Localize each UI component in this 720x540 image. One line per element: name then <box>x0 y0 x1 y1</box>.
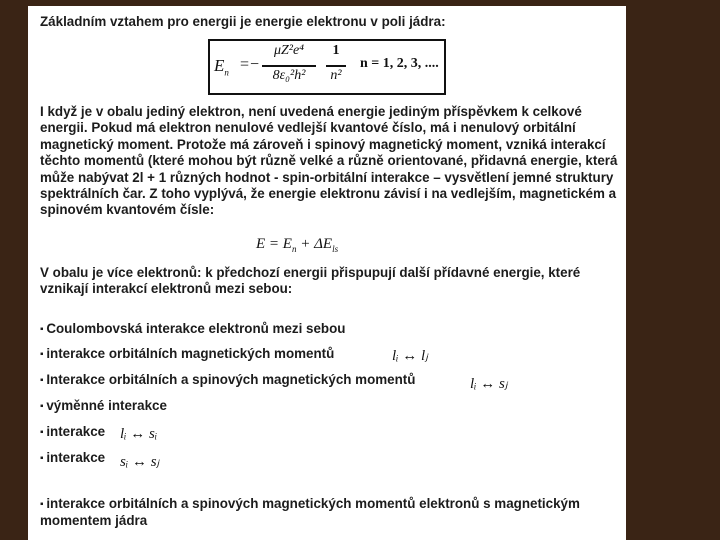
bullet-exchange: ▪ výměnné interakce <box>40 398 167 413</box>
formula-fraction-bar <box>262 65 316 67</box>
coupling-si-sj: sᵢ ↔ sⱼ <box>120 454 160 470</box>
coupling-li-si: lᵢ ↔ sᵢ <box>120 426 158 442</box>
formula-equals: = <box>240 56 250 73</box>
coupling-li-sj: lᵢ ↔ sⱼ <box>470 376 508 392</box>
bullet-orbital-spin: ▪ Interakce orbitálních a spinových magnetických momentů <box>40 372 415 387</box>
bullet-interaction-si-sj: ▪ interakce <box>40 450 105 465</box>
formula-frac-numerator: 1 <box>332 43 340 58</box>
formula-numerator: μZ²e⁴ <box>273 43 305 58</box>
bullet-orbital-orbital: ▪ interakce orbitálních magnetických momentů <box>40 346 334 361</box>
formula-minus: − <box>250 56 260 73</box>
total-energy-formula: $E = E_n + \Delta E_{ls}$ <box>256 236 339 254</box>
bullet-nuclear-moment: ▪ interakce orbitálních a spinových magnetických momentů elektronů s magnetickým momentem jádra <box>40 496 625 530</box>
coupling-li-lj: lᵢ ↔ lⱼ <box>392 348 428 364</box>
formula-fraction-bar-2 <box>326 65 346 67</box>
formula-frac-denominator: n² <box>330 68 342 83</box>
energy-formula-box <box>208 39 446 95</box>
intro-text: Základním vztahem pro energii je energie elektronu v poli jádra: <box>40 14 446 29</box>
formula-denominator: 8ε₀²h² <box>272 68 306 83</box>
formula-lhs: $E_n$ <box>214 56 229 78</box>
bullet-interaction-li-si: ▪ interakce <box>40 424 105 439</box>
formula-n-range: n = 1, 2, 3, .... <box>360 56 439 71</box>
paragraph-multi-electron: V obalu je více elektronů: k předchozí energii přispupují další přídavné energie, které vznikají interakcí elektronů mezi sebou: <box>40 265 581 297</box>
slide-page <box>28 6 626 540</box>
bullet-coulomb: ▪ Coulombovská interakce elektronů mezi sebou <box>40 321 345 336</box>
paragraph-spin-orbit: I když je v obalu jediný elektron, není uvedená energie jediným příspěvkem k celkové energii. Pokud má elektron nenulové vedlejší kvantové číslo, má i nenulový orbitální magnetický moment. Protože má zároveň i spinový magnetický moment, vzniká interakcí těchto momentů (které mohou být různě velké a různě orientované, přidavná energie, která může nabývat 2l + 1 různých hodnot - spin-orbitální interakce – vysvětlení jemné struktury spektrálních čar. Z toho vyplývá, že energie elektronu závisí i na vedlejším, magnetickém a spinovém kvantovém čísle: <box>40 104 618 218</box>
